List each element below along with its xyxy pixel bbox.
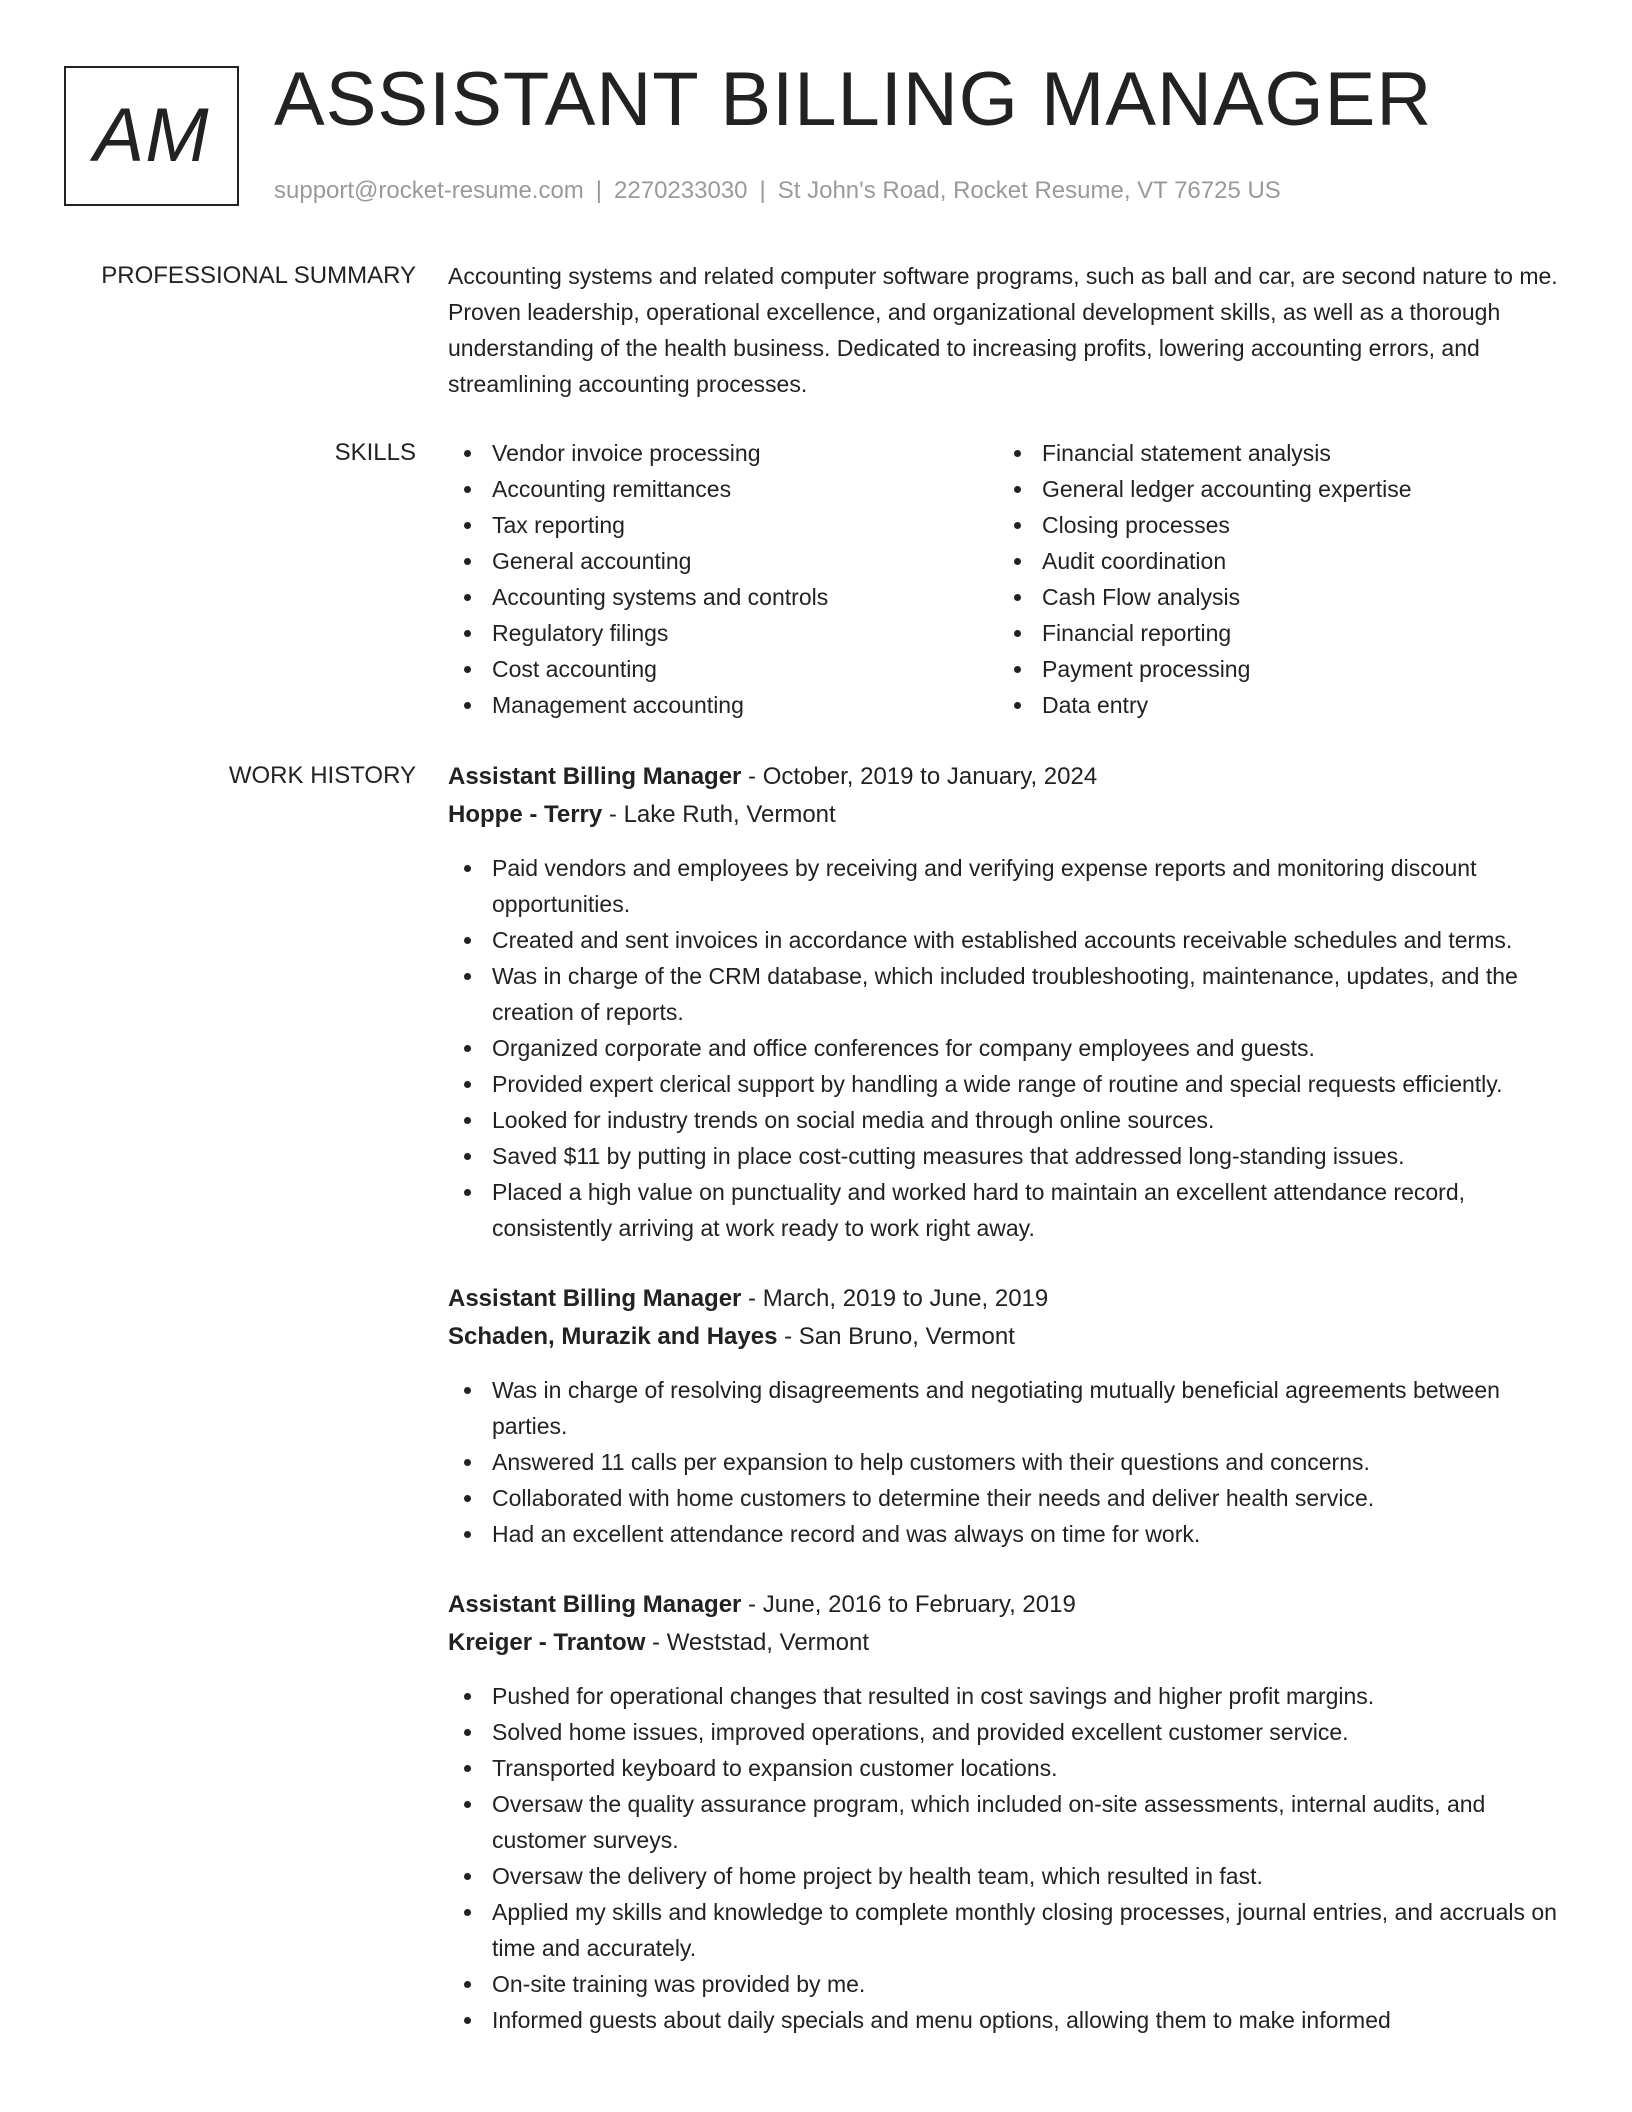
skills-body (448, 435, 1568, 723)
contact-address: St John's Road, Rocket Resume, VT 76725 US (777, 177, 1281, 204)
job-location: - Lake Ruth, Vermont (602, 801, 836, 828)
skills-list-right (998, 435, 1548, 723)
job-bullet: Was in charge of resolving disagreements and negotiating mutually beneficial agreements between parties. (448, 1372, 1568, 1444)
summary-text: Accounting systems and related computer software programs, such as ball and car, are second nature to me. Proven leadership, operational excellence, and organizational development skills, as well as a thorough understanding of the health business. Dedicated to increasing profits, lowering accounting errors, and streamlining accounting processes. (448, 263, 1558, 397)
job-entry (448, 1586, 1568, 2038)
job-bullet: Answered 11 calls per expansion to help customers with their questions and concerns. (448, 1444, 1568, 1480)
job-bullet: Applied my skills and knowledge to complete monthly closing processes, journal entries, and accruals on time and accurately. (448, 1894, 1568, 1966)
skill-item: Tax reporting (448, 507, 998, 543)
job-bullets (448, 1372, 1568, 1552)
job-title-line (448, 758, 1568, 796)
job-bullet: Pushed for operational changes that resulted in cost savings and higher profit margins. (448, 1678, 1568, 1714)
job-location: - Weststad, Vermont (645, 1629, 870, 1656)
job-bullets (448, 850, 1568, 1246)
job-dates: - March, 2019 to June, 2019 (741, 1285, 1049, 1312)
skill-item: Financial reporting (998, 615, 1548, 651)
skill-item: General ledger accounting expertise (998, 471, 1548, 507)
monogram-initials: AM (93, 93, 210, 178)
job-title: Assistant Billing Manager (448, 1591, 742, 1618)
job-bullet: Created and sent invoices in accordance with established accounts receivable schedules and terms. (448, 922, 1568, 958)
contact-line (274, 176, 1281, 206)
skill-item: Cash Flow analysis (998, 579, 1548, 615)
job-bullet: Oversaw the quality assurance program, which included on-site assessments, internal audits, and customer surveys. (448, 1786, 1568, 1858)
skill-item: Regulatory filings (448, 615, 998, 651)
job-bullet: Solved home issues, improved operations, and provided excellent customer service. (448, 1714, 1568, 1750)
skill-item: Accounting systems and controls (448, 579, 998, 615)
job-entry (448, 758, 1568, 1246)
job-bullet: Saved $11 by putting in place cost-cutting measures that addressed long-standing issues. (448, 1138, 1568, 1174)
job-title-line (448, 1586, 1568, 1624)
skill-item: Audit coordination (998, 543, 1548, 579)
skills-list-left (448, 435, 998, 723)
skill-item: Vendor invoice processing (448, 435, 998, 471)
job-entry (448, 1280, 1568, 1552)
contact-email: support@rocket-resume.com (274, 177, 584, 204)
job-bullet: Looked for industry trends on social media and through online sources. (448, 1102, 1568, 1138)
job-bullet: Oversaw the delivery of home project by health team, which resulted in fast. (448, 1858, 1568, 1894)
job-title-line (448, 1280, 1568, 1318)
job-bullet: Was in charge of the CRM database, which included troubleshooting, maintenance, updates, and the creation of reports. (448, 958, 1568, 1030)
contact-phone: 2270233030 (614, 177, 748, 204)
skill-item: Financial statement analysis (998, 435, 1548, 471)
job-bullet: Had an excellent attendance record and was always on time for work. (448, 1516, 1568, 1552)
job-bullet: Collaborated with home customers to determine their needs and deliver health service. (448, 1480, 1568, 1516)
job-company: Hoppe - Terry (448, 801, 603, 828)
skill-item: General accounting (448, 543, 998, 579)
work-history-label: WORK HISTORY (228, 762, 416, 789)
skill-item: Closing processes (998, 507, 1548, 543)
summary-body (448, 258, 1568, 402)
job-bullet: Provided expert clerical support by handling a wide range of routine and special requests efficiently. (448, 1066, 1568, 1102)
skill-item: Payment processing (998, 651, 1548, 687)
job-bullet: Placed a high value on punctuality and worked hard to maintain an excellent attendance record, consistently arriving at work ready to work right away. (448, 1174, 1568, 1246)
job-bullet: Paid vendors and employees by receiving and verifying expense reports and monitoring discount opportunities. (448, 850, 1568, 922)
skills-label: SKILLS (334, 439, 416, 466)
job-company-line (448, 796, 1568, 834)
work-history-body (448, 758, 1568, 2072)
job-location: - San Bruno, Vermont (777, 1323, 1015, 1350)
job-bullet: Informed guests about daily specials and menu options, allowing them to make informed (448, 2002, 1568, 2038)
job-bullet: On-site training was provided by me. (448, 1966, 1568, 2002)
skill-item: Data entry (998, 687, 1548, 723)
job-company-line (448, 1318, 1568, 1356)
job-dates: - October, 2019 to January, 2024 (741, 763, 1098, 790)
job-bullets (448, 1678, 1568, 2038)
job-bullet: Transported keyboard to expansion customer locations. (448, 1750, 1568, 1786)
resume-title: ASSISTANT BILLING MANAGER (274, 57, 1433, 142)
job-company: Schaden, Murazik and Hayes (448, 1323, 778, 1350)
job-bullet: Organized corporate and office conferences for company employees and guests. (448, 1030, 1568, 1066)
summary-label: PROFESSIONAL SUMMARY (101, 262, 416, 289)
monogram-box (64, 66, 239, 206)
job-company-line (448, 1624, 1568, 1662)
skill-item: Accounting remittances (448, 471, 998, 507)
job-title: Assistant Billing Manager (448, 1285, 742, 1312)
job-dates: - June, 2016 to February, 2019 (741, 1591, 1076, 1618)
skill-item: Management accounting (448, 687, 998, 723)
job-company: Kreiger - Trantow (448, 1629, 646, 1656)
job-title: Assistant Billing Manager (448, 763, 742, 790)
contact-separator: | (759, 177, 766, 204)
skill-item: Cost accounting (448, 651, 998, 687)
contact-separator: | (595, 177, 603, 204)
